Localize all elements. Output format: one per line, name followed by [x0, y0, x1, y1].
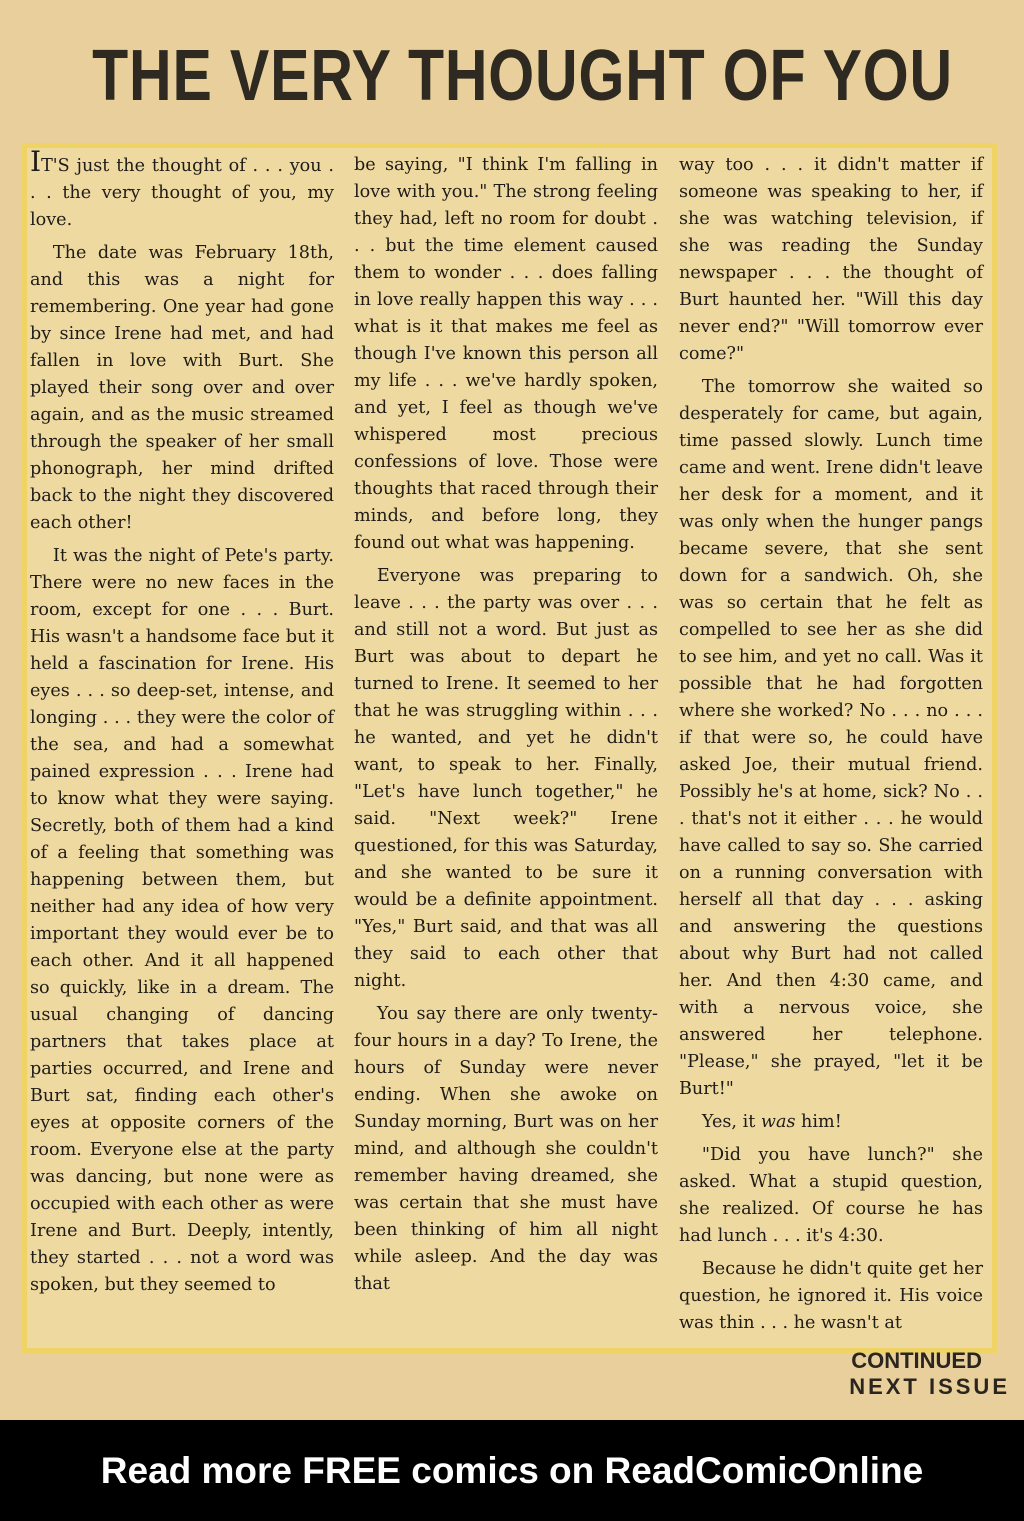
paragraph: Because he didn't quite get her question, he ignored it. His voice was thin . . . he wasn't at [679, 1259, 983, 1333]
paragraph: The tomorrow she waited so desperately for came, but again, time passed slowly. Lunch time came and went. Irene didn't leave her desk for a moment, and it was only when the hunger pangs became severe, that she sent down for a sandwich. Oh, she was so certain that he felt as compelled to see her as she did to see him, and yet no call. Was it possible that he had forgotten where she worked? No . . . no . . . if that were so, he could have asked Joe, their mutual friend. Possibly he's at home, sick? No . . . that's not it either . . . he would have called to say so. She carried on a running conversation with herself all that day . . . asking and answering the questions about why Burt had not called her. And then 4:30 came, and with a nervous voice, she answered her telephone. "Please," she prayed, "let it be Burt!" [679, 377, 983, 1099]
paragraph-text: T'S just the thought of . . . you . . . the very thought of you, my love. [30, 156, 334, 230]
paragraph-text: Yes, it [701, 1112, 761, 1132]
paragraph: Everyone was preparing to leave . . . the party was over . . . and still not a word. But just as Burt was about to depart he turned to Irene. It seemed to her that he was struggling within . . . he wanted, and yet he didn't want, to speak to her. Finally, "Let's have lunch together," he said. "Next week?" Irene questioned, for this was Saturday, and she wanted to be sure it would be a definite appointment. "Yes," Burt said, and that was all they said to each other that night. [354, 566, 658, 991]
paragraph-text: him! [795, 1112, 842, 1132]
continued-label: CONTINUED [851, 1348, 982, 1373]
story-title: THE VERY THOUGHT OF YOU [92, 36, 953, 116]
paragraph: You say there are only twenty-four hours in a day? To Irene, the hours of Sunday were never ending. When she awoke on Sunday morning, Burt was on her mind, and although she couldn't remember having dreamed, she was certain that she must have been thinking of him all night while asleep. And the day was that [354, 1004, 658, 1294]
emphasis-text: was [760, 1112, 796, 1132]
text-column-2 [354, 152, 658, 1304]
paragraph: It was the night of Pete's party. There were no new faces in the room, except for one . . . Burt. His wasn't a handsome face but it held a fascination for Irene. His eyes . . . so deep-set, intense, and longing . . . they were the color of the sea, and had a somewhat pained expression . . . Irene had to know what they were saying. Secretly, both of them had a kind of a feeling that something was happening between them, but neither had any idea of how very important they would ever be to each other. And it all happened so quickly, like in a dream. The usual changing of dancing partners that takes place at parties occurred, and Irene and Burt sat, finding each other's eyes at opposite corners of the room. Everyone else at the party was dancing, but none were as occupied with each other as were Irene and Burt. Deeply, intently, they started . . . not a word was spoken, but they seemed to [30, 546, 334, 1295]
next-issue-label: NEXT ISSUE [849, 1374, 1010, 1399]
paragraph: "Did you have lunch?" she asked. What a stupid question, she realized. Of course he has had lunch . . . it's 4:30. [679, 1145, 983, 1246]
paragraph: The date was February 18th, and this was a night for remembering. One year had gone by since Irene had met, and had fallen in love with Burt. She played their song over and over again, and as the music streamed through the speaker of her small phonograph, her mind drifted back to the night they discovered each other! [30, 243, 334, 533]
paragraph: way too . . . it didn't matter if someone was speaking to her, if she was watching television, if she was reading the Sunday newspaper . . . the thought of Burt haunted her. "Will this day never end?" "Will tomorrow ever come?" [679, 155, 983, 364]
paragraph [30, 145, 334, 234]
paragraph: be saying, "I think I'm falling in love with you." The strong feeling they had, left no room for doubt . . . but the time element caused them to wonder . . . does falling in love really happen this way . . . what is it that makes me feel as though I've known this person all my life . . . we've hardly spoken, and yet, I feel as though we've whispered most precious confessions of love. Those were thoughts that raced through their minds, and before long, they found out what was happening. [354, 155, 658, 553]
text-column-1 [30, 145, 334, 1305]
drop-cap: I [30, 145, 42, 178]
text-column-3 [679, 152, 983, 1343]
paragraph [679, 1109, 983, 1136]
promo-footer: Read more FREE comics on ReadComicOnline [0, 1420, 1024, 1521]
